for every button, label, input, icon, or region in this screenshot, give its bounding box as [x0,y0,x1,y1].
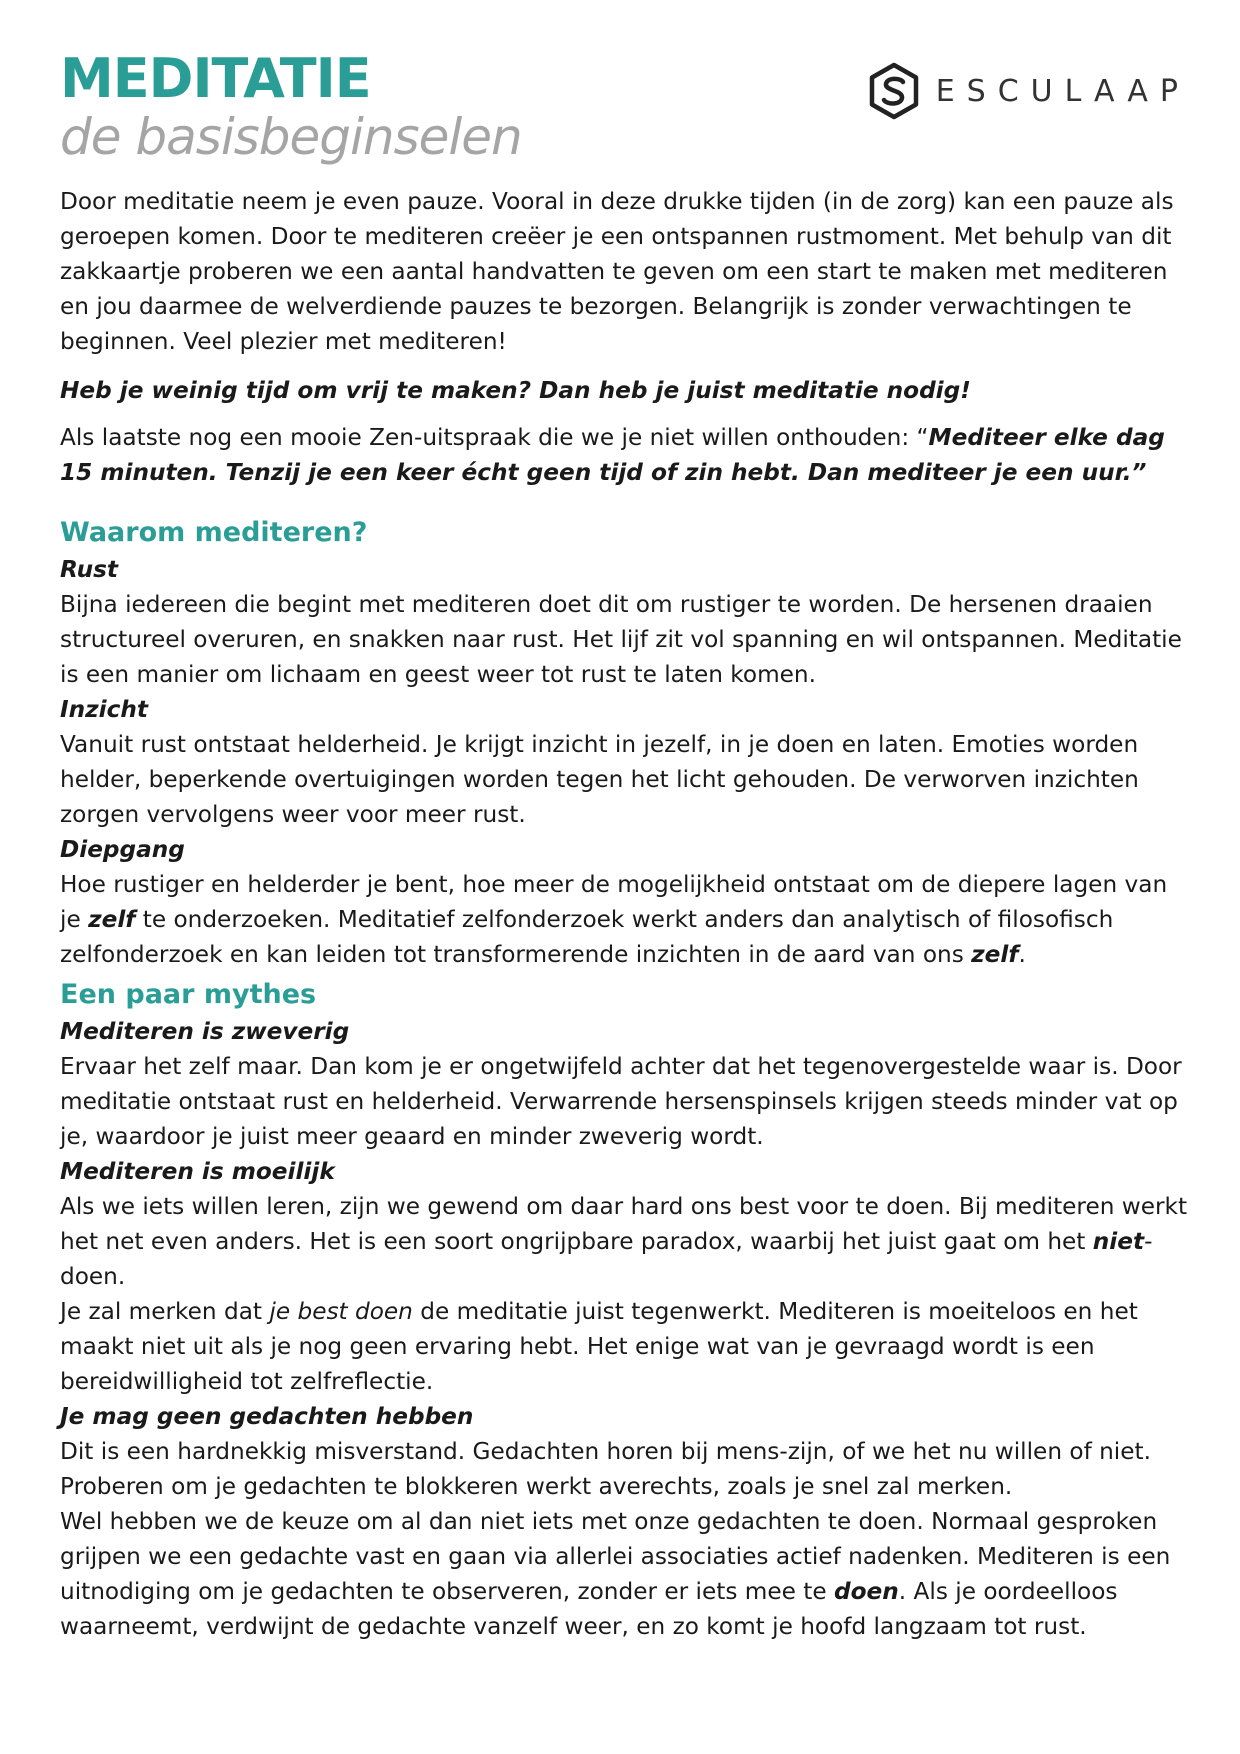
section-heading-myths: Een paar mythes [60,979,317,1010]
zen-paragraph [60,420,1190,490]
subheading-myth-2: Mediteren is moeilijk [60,1158,335,1185]
paragraph-myth-3b [60,1504,1190,1644]
text-span: te onderzoeken. Meditatief zelfonderzoek werkt anders dan analytisch of filosofisch zelfonderzoek en kan leiden tot transformerende inzichten in de aard van ons [60,906,1114,968]
subheading-myth-1: Mediteren is zweverig [60,1018,350,1045]
text-span: Je zal merken dat [60,1298,270,1325]
zen-quote: Mediteer elke dag 15 minuten. Tenzij je een keer écht geen tijd of zin hebt. Dan mediteer je een uur.” [60,424,1165,486]
text-span: . [1018,941,1026,968]
emphasis-doen: doen [834,1578,899,1605]
emphasis-niet: niet [1092,1228,1145,1255]
paragraph-inzicht: Vanuit rust ontstaat helderheid. Je krijgt inzicht in jezelf, in je doen en laten. Emoties worden helder, beperkende overtuigingen worden tegen het licht gehouden. De verworven inzichten zorgen vervolgens weer voor meer rust. [60,731,1139,828]
emphasis-zelf: zelf [88,906,136,933]
subheading-inzicht: Inzicht [60,696,148,723]
subheading-myth-3: Je mag geen gedachten hebben [60,1403,474,1430]
logo [868,62,1190,120]
logo-text: ESCULAAP [935,73,1190,109]
hexagon-s-logo-icon [868,62,920,120]
intro-paragraph: Door meditatie neem je even pauze. Vooral in deze drukke tijden (in de zorg) kan een pauze als geroepen komen. Door te mediteren creëer je een ontspannen rustmoment. Met behulp van dit zakkaartje proberen we een aantal handvatten te geven om een start te maken met mediteren en jou daarmee de welverdiende pauzes te bezorgen. Belangrijk is zonder verwachtingen te beginnen. Veel plezier met mediteren! [60,188,1174,355]
document-page [60,47,1190,1644]
text-span: -doen. [60,1228,1153,1290]
text-span: Hoe rustiger en helderder je bent, hoe meer de mogelijkheid ontstaat om de diepere lagen van je [60,871,1168,933]
paragraph-myth-2a [60,1189,1190,1294]
paragraph-myth-1: Ervaar het zelf maar. Dan kom je er ongetwijfeld achter dat het tegenovergestelde waar is. Door meditatie ontstaat rust en helderheid. Verwarrende hersenspinsels krijgen steeds minder vat op je, waardoor je juist meer geaard en minder zweverig wordt. [60,1053,1182,1150]
zen-lead: Als laatste nog een mooie Zen-uitspraak die we je niet willen onthouden: “ [60,424,929,451]
text-span: . Als je oordeelloos waarneemt, verdwijnt de gedachte vanzelf weer, en zo komt je hoofd langzaam tot rust. [60,1578,1118,1640]
paragraph-myth-2b [60,1294,1190,1399]
subheading-diepgang: Diepgang [60,836,185,863]
emphasis-best-doen: je best doen [269,1298,413,1325]
text-span: Als we iets willen leren, zijn we gewend om daar hard ons best voor te doen. Bij mediteren werkt het net even anders. Het is een soort ongrijpbare paradox, waarbij het juist gaat om het [60,1193,1188,1255]
paragraph-rust: Bijna iedereen die begint met mediteren doet dit om rustiger te worden. De hersenen draaien structureel overuren, en snakken naar rust. Het lijf zit vol spanning en wil ontspannen. Meditatie is een manier om lichaam en geest weer tot rust te laten komen. [60,591,1182,688]
paragraph-myth-3a: Dit is een hardnekkig misverstand. Gedachten horen bij mens-zijn, of we het nu willen of niet. Proberen om je gedachten te blokkeren werkt averechts, zoals je snel zal merken. [60,1438,1151,1500]
section-heading-why: Waarom mediteren? [60,517,368,548]
page-subtitle: de basisbeginselen [60,108,522,166]
text-span: Wel hebben we de keuze om al dan niet iets met onze gedachten te doen. Normaal gesproken grijpen we een gedachte vast en gaan via allerlei associaties actief nadenken. Mediteren is een uitnodiging om je gedachten te observeren, zonder er iets mee te [60,1508,1171,1605]
page-title: MEDITATIE [60,47,371,110]
intro-tagline: Heb je weinig tijd om vrij te maken? Dan heb je juist meditatie nodig! [60,377,971,404]
subheading-rust: Rust [60,556,118,583]
emphasis-zelf: zelf [971,941,1019,968]
text-span: de meditatie juist tegenwerkt. Mediteren is moeiteloos en het maakt niet uit als je nog geen ervaring hebt. Het enige wat van je gevraagd wordt is een bereidwilligheid tot zelfreflectie. [60,1298,1138,1395]
paragraph-diepgang [60,867,1190,972]
